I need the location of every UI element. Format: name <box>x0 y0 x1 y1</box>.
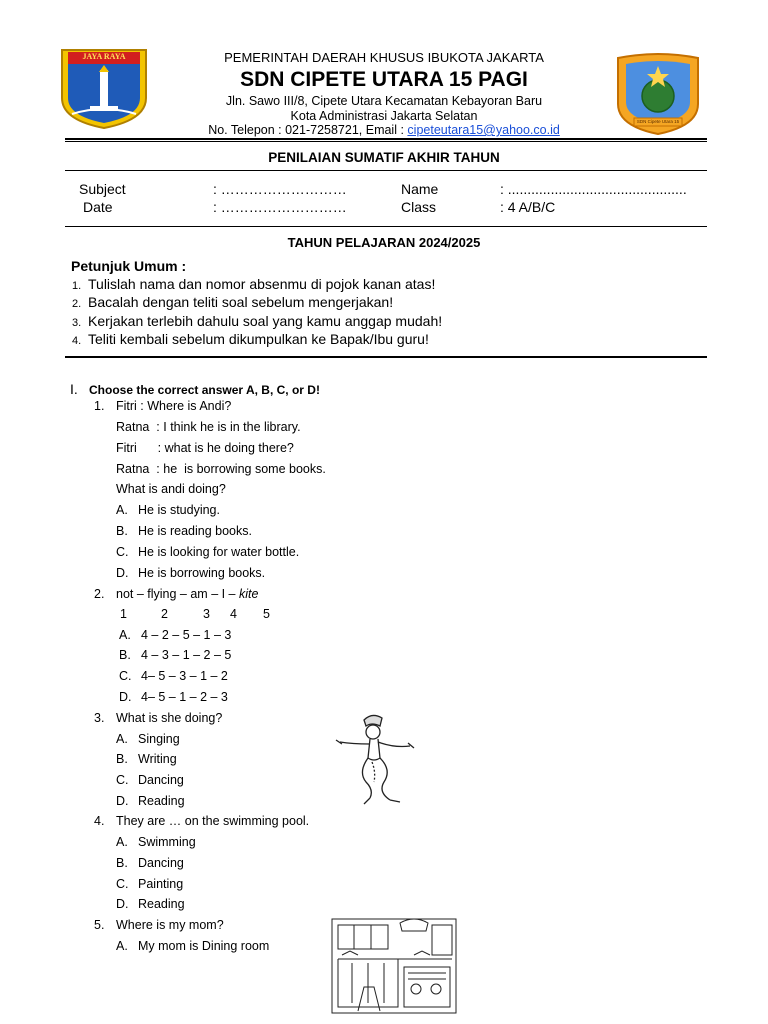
school-logo-text: SDN Cipete Utara 15 <box>636 119 680 124</box>
subject-label: Subject <box>79 181 126 197</box>
instruction-item: 3. Kerjakan terlebih dahulu soal yang kamu anggap mudah! <box>72 313 443 329</box>
word-number: 3 <box>203 607 210 621</box>
question-number: 1. <box>94 399 105 413</box>
class-field: : 4 A/B/C <box>500 199 556 215</box>
answer-option[interactable]: A. Swimming <box>116 835 196 849</box>
answer-option[interactable]: A. 4 – 2 – 5 – 1 – 3 <box>119 628 232 642</box>
answer-option[interactable]: D. He is borrowing books. <box>116 566 266 580</box>
instructions-divider <box>65 356 707 358</box>
answer-option[interactable]: A. He is studying. <box>116 503 220 517</box>
email-link[interactable]: cipeteutara15@yahoo.co.id <box>407 123 560 137</box>
dialog-line: Fitri : what is he doing there? <box>116 441 294 455</box>
dialog-line: Ratna : he is borrowing some books. <box>116 462 326 476</box>
dialog-line: Fitri : Where is Andi? <box>116 399 232 413</box>
exam-title: PENILAIAN SUMATIF AKHIR TAHUN <box>268 150 500 165</box>
question-number: 3. <box>94 711 105 725</box>
answer-option[interactable]: A. My mom is Dining room <box>116 939 270 953</box>
info-divider <box>65 226 707 227</box>
word-number: 5 <box>263 607 270 621</box>
contact-prefix: No. Telepon : 021-7258721, Email : <box>208 123 408 137</box>
question-number: 2. <box>94 587 105 601</box>
dancer-illustration <box>330 712 422 812</box>
question-stem: Where is my mom? <box>116 918 224 932</box>
word-number: 2 <box>161 607 168 621</box>
subject-field[interactable]: : ……………………… <box>213 181 347 197</box>
instructions-heading: Petunjuk Umum : <box>71 258 187 274</box>
answer-option[interactable]: B. He is reading books. <box>116 524 252 538</box>
question-number: 4. <box>94 814 105 828</box>
answer-option[interactable]: A. Singing <box>116 732 180 746</box>
answer-option[interactable]: C. Dancing <box>116 773 184 787</box>
date-label: Date <box>83 199 113 215</box>
word-number: 1 <box>120 607 127 621</box>
contact-line <box>0 123 768 137</box>
header-divider <box>65 138 707 140</box>
section-instruction: Choose the correct answer A, B, C, or D! <box>89 383 320 397</box>
address-line-1: Jln. Sawo III/8, Cipete Utara Kecamatan Kebayoran Baru <box>225 94 543 108</box>
name-label: Name <box>401 181 439 197</box>
question-number: 5. <box>94 918 105 932</box>
instruction-item: 4. Teliti kembali sebelum dikumpulkan ke Bapak/Ibu guru! <box>72 331 429 347</box>
section-numeral: I. <box>70 381 78 397</box>
class-label: Class <box>401 199 437 215</box>
school-name: SDN CIPETE UTARA 15 PAGI <box>240 68 528 91</box>
answer-option[interactable]: B. Writing <box>116 752 177 766</box>
instruction-item: 2. Bacalah dengan teliti soal sebelum mengerjakan! <box>72 294 394 310</box>
word-number: 4 <box>230 607 237 621</box>
answer-option[interactable]: D. 4– 5 – 1 – 2 – 3 <box>119 690 228 704</box>
answer-option[interactable]: C. Painting <box>116 877 184 891</box>
kitchen-illustration <box>328 915 460 1015</box>
name-field[interactable]: : .............................................. <box>500 181 687 197</box>
answer-option[interactable]: B. Dancing <box>116 856 184 870</box>
answer-option[interactable]: D. Reading <box>116 897 185 911</box>
header-divider-thin <box>65 141 707 142</box>
title-divider <box>65 170 707 171</box>
answer-option[interactable]: B. 4 – 3 – 1 – 2 – 5 <box>119 648 232 662</box>
question-stem: What is andi doing? <box>116 482 226 496</box>
jakarta-logo-text: JAYA RAYA <box>82 52 126 61</box>
instruction-item: 1. Tulislah nama dan nomor absenmu di pojok kanan atas! <box>72 276 436 292</box>
question-stem: They are … on the swimming pool. <box>116 814 310 828</box>
date-field[interactable]: : ……………………… <box>213 199 347 215</box>
address-line-2: Kota Administrasi Jakarta Selatan <box>290 109 478 123</box>
question-stem: What is she doing? <box>116 711 223 725</box>
academic-year: TAHUN PELAJARAN 2024/2025 <box>287 235 481 250</box>
dialog-line: Ratna : I think he is in the library. <box>116 420 301 434</box>
answer-option[interactable]: C. He is looking for water bottle. <box>116 545 300 559</box>
question-stem: not – flying – am – I – kite <box>116 587 259 601</box>
gov-line: PEMERINTAH DAERAH KHUSUS IBUKOTA JAKARTA <box>224 50 544 65</box>
answer-option[interactable]: D. Reading <box>116 794 185 808</box>
answer-option[interactable]: C. 4– 5 – 3 – 1 – 2 <box>119 669 228 683</box>
